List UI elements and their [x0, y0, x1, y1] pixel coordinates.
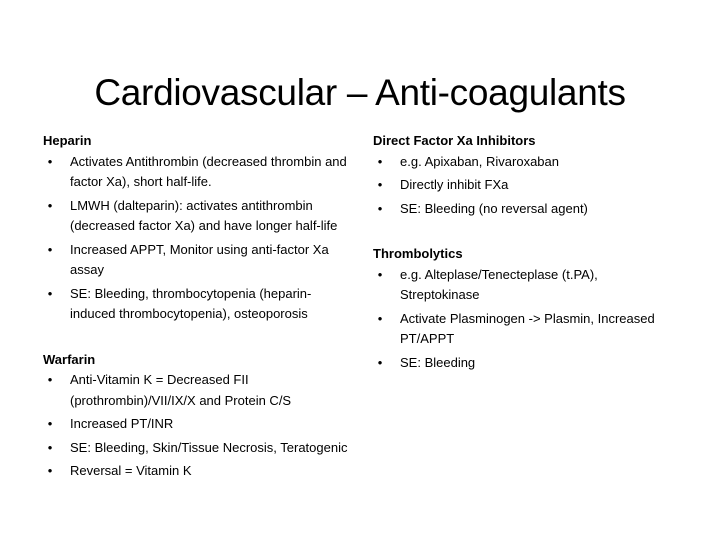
list-item-text: LMWH (dalteparin): activates antithrombin (decreased factor Xa) and have longer half-life: [70, 197, 338, 233]
section-heparin: [43, 131, 353, 325]
bullet-icon: •: [47, 416, 53, 431]
section-heading: Heparin: [43, 133, 92, 148]
list-item-text: Reversal = Vitamin K: [70, 463, 192, 478]
list-item-text: Increased PT/INR: [70, 416, 174, 431]
bullet-icon: •: [47, 153, 53, 169]
list-item: [43, 414, 353, 435]
bullet-icon: •: [377, 200, 383, 216]
list-item-text: Increased APPT, Monitor using anti-factor Xa assay: [70, 241, 329, 277]
bullet-icon: •: [47, 241, 53, 257]
section-spacer: [373, 222, 673, 244]
bullet-icon: •: [47, 439, 53, 455]
list-item: [43, 370, 353, 411]
list-item-text: Activate Plasminogen -> Plasmin, Increased PT/APPT: [400, 310, 655, 346]
list-item: [373, 199, 673, 220]
list-item-text: Anti-Vitamin K = Decreased FII (prothrombin)/VII/IX/X and Protein C/S: [70, 372, 292, 408]
list-item: [43, 461, 353, 482]
bullet-icon: •: [47, 285, 53, 301]
bullet-icon: •: [47, 197, 53, 213]
left-column: [43, 131, 353, 485]
section-heading: Warfarin: [43, 351, 96, 367]
bullet-icon: •: [377, 153, 383, 169]
right-column: [373, 131, 673, 376]
section-heading: Thrombolytics: [373, 246, 463, 261]
list-item: [43, 284, 353, 325]
list-item-text: Activates Antithrombin (decreased thrombin and factor Xa), short half-life.: [70, 153, 347, 189]
list-item: [373, 353, 673, 374]
list-item: [373, 265, 673, 306]
section-spacer: [43, 328, 353, 350]
bullet-list: [373, 152, 673, 220]
list-item: [43, 152, 353, 193]
bullet-icon: •: [377, 177, 383, 192]
list-item: [43, 196, 353, 237]
bullet-icon: •: [47, 372, 53, 387]
list-item-text: SE: Bleeding (no reversal agent): [400, 200, 588, 216]
list-item-text: SE: Bleeding, thrombocytopenia (heparin-induced thrombocytopenia), osteoporosis: [70, 285, 312, 321]
bullet-icon: •: [377, 354, 383, 370]
list-item: [373, 309, 673, 350]
slide-title: Cardiovascular – Anti-coagulants: [94, 71, 626, 113]
section-direct-factor-xa-inhibitors: [373, 131, 673, 219]
list-item: [43, 438, 353, 459]
list-item: [43, 240, 353, 281]
list-item: [373, 175, 673, 196]
section-thrombolytics: [373, 244, 673, 373]
list-item: [373, 152, 673, 173]
section-warfarin: [43, 350, 353, 482]
bullet-list: [373, 265, 673, 374]
list-item-text: SE: Bleeding: [400, 354, 476, 370]
section-heading: Direct Factor Xa Inhibitors: [373, 133, 536, 148]
list-item-text: Directly inhibit FXa: [400, 177, 509, 192]
bullet-list: [43, 370, 353, 482]
list-item-text: e.g. Apixaban, Rivaroxaban: [400, 153, 559, 169]
bullet-icon: •: [377, 310, 383, 326]
bullet-icon: •: [47, 463, 53, 478]
list-item-text: SE: Bleeding, Skin/Tissue Necrosis, Teratogenic: [70, 439, 348, 455]
list-item-text: e.g. Alteplase/Tenecteplase (t.PA), Streptokinase: [400, 266, 598, 302]
bullet-icon: •: [377, 266, 383, 282]
bullet-list: [43, 152, 353, 325]
